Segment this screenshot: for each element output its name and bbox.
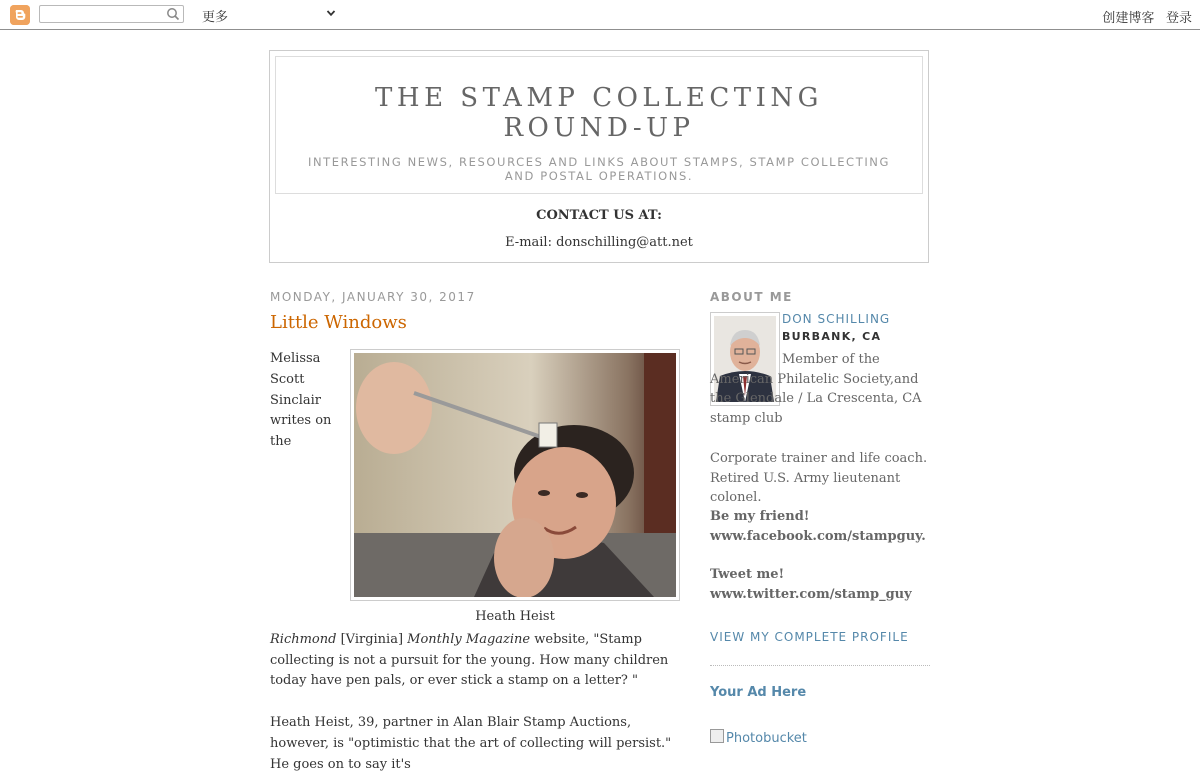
contact-heading: CONTACT US AT: bbox=[536, 208, 662, 223]
photobucket-alt-text: Photobucket bbox=[726, 731, 807, 746]
chevron-down-icon bbox=[326, 8, 336, 18]
more-dropdown[interactable] bbox=[202, 6, 338, 22]
broken-image-icon bbox=[710, 729, 724, 743]
create-blog-link[interactable]: 创建博客 bbox=[1102, 10, 1155, 25]
twitter-link[interactable]: www.twitter.com/stamp_guy bbox=[710, 586, 912, 602]
twitter-block bbox=[710, 565, 930, 604]
post-title[interactable]: Little Windows bbox=[270, 312, 407, 333]
about-line-1: Member of the American Philatelic Society,and the Glendale / La Crescenta, CA stamp club bbox=[710, 352, 922, 426]
about-text-2: Corporate trainer and life coach. Retired U.S. Army lieutenant colonel. bbox=[710, 451, 928, 505]
navbar-actions bbox=[1094, 7, 1192, 26]
your-ad-here-link[interactable]: Your Ad Here bbox=[710, 685, 807, 700]
tweet-me-label: Tweet me! bbox=[710, 567, 785, 582]
profile-name-link[interactable]: DON SCHILLING bbox=[782, 312, 891, 326]
facebook-block bbox=[710, 507, 930, 546]
about-me-heading: ABOUT ME bbox=[710, 290, 793, 304]
heath-heist-photo bbox=[354, 353, 676, 597]
blog-description: INTERESTING NEWS, RESOURCES AND LINKS ABOUT STAMPS, STAMP COLLECTING AND POSTAL OPERATIONS. bbox=[307, 155, 891, 183]
more-dropdown-label: 更多 bbox=[202, 9, 229, 24]
facebook-link[interactable]: www.facebook.com/stampguy. bbox=[710, 528, 926, 544]
post-p1-italic-richmond: Richmond bbox=[270, 631, 337, 647]
post-p1-text-e: website, "Stamp collecting is not a pursuit for the young. How many children today have pen pals, or ever stick a stamp on a letter? " bbox=[270, 631, 669, 689]
post-date: MONDAY, JANUARY 30, 2017 bbox=[270, 290, 476, 304]
search-icon[interactable] bbox=[166, 7, 180, 21]
profile-location: BURBANK, CA bbox=[782, 330, 882, 343]
navbar-search-input[interactable] bbox=[42, 7, 162, 21]
blog-title[interactable]: THE STAMP COLLECTING ROUND-UP bbox=[375, 83, 823, 143]
blogger-logo-icon[interactable] bbox=[10, 5, 30, 25]
post-p1-italic-magazine: Monthly Magazine bbox=[407, 631, 531, 647]
blog-header bbox=[269, 50, 929, 263]
photo-caption: Heath Heist bbox=[475, 609, 555, 624]
blog-header-inner bbox=[275, 56, 923, 194]
photobucket-image[interactable] bbox=[710, 729, 807, 746]
contact-email: E-mail: donschilling@att.net bbox=[505, 235, 693, 250]
sidebar bbox=[710, 290, 930, 746]
post-photo bbox=[350, 349, 680, 628]
post-paragraph-2: Heath Heist, 39, partner in Alan Blair Stamp Auctions, however, is "optimistic that the art of collecting will persist." He goes on to say it's bbox=[270, 715, 672, 772]
post-body bbox=[270, 349, 680, 776]
sidebar-divider bbox=[710, 665, 930, 666]
post-photo-frame[interactable] bbox=[350, 349, 680, 601]
login-link[interactable]: 登录 bbox=[1165, 10, 1192, 25]
blogger-navbar bbox=[0, 0, 1200, 30]
about-text-1 bbox=[710, 350, 930, 428]
be-my-friend-label: Be my friend! bbox=[710, 509, 810, 524]
view-complete-profile-link[interactable]: VIEW MY COMPLETE PROFILE bbox=[710, 630, 909, 644]
navbar-search-box[interactable] bbox=[39, 5, 184, 23]
post-p1-text-c: [Virginia] bbox=[336, 631, 408, 647]
post-p1-text-a: Melissa Scott Sinclair writes on the bbox=[270, 351, 332, 450]
